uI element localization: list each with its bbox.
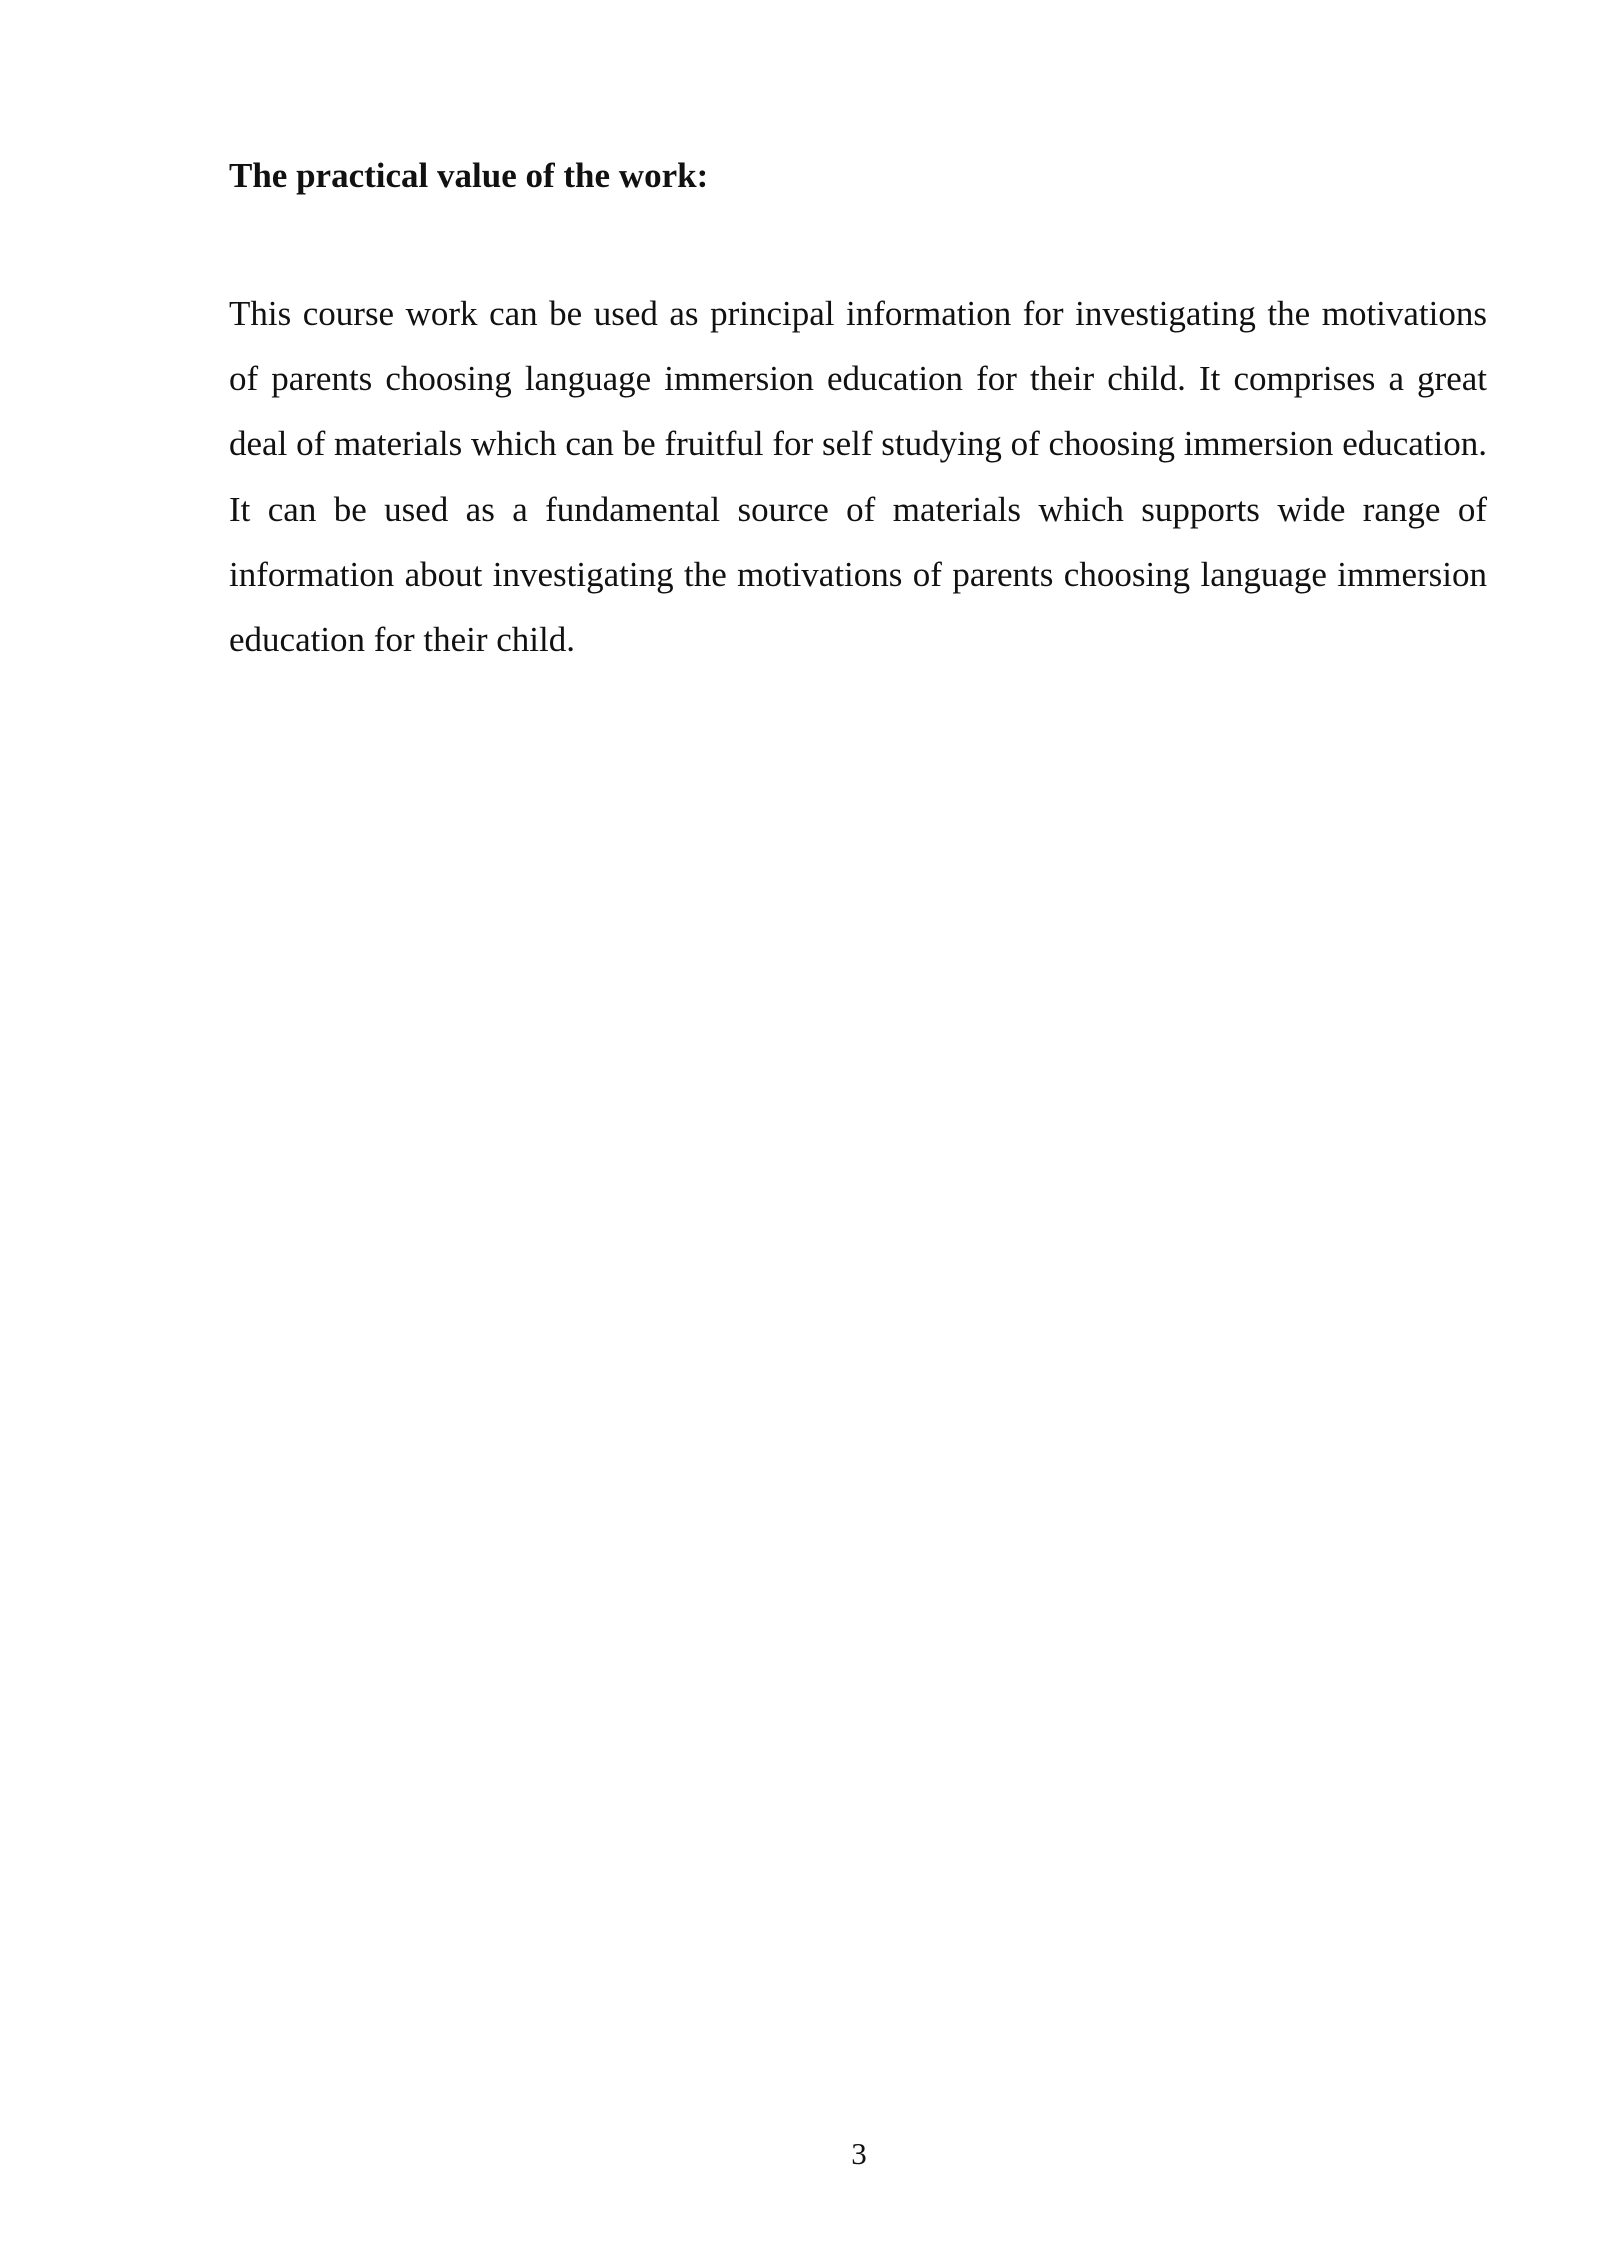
page-number: 3 bbox=[851, 2136, 867, 2171]
body-paragraph: This course work can be used as principal information for investigating the motivations of parents choosing language immersion education for their child. It comprises a great deal of materials which can be fruitful for self studying of choosing immersion education. It can be used as a fundamental source of materials which supports wide range of information about investigating the motivations of parents choosing language immersion education for their child. bbox=[229, 294, 1487, 660]
section-heading: The practical value of the work: bbox=[229, 156, 709, 195]
